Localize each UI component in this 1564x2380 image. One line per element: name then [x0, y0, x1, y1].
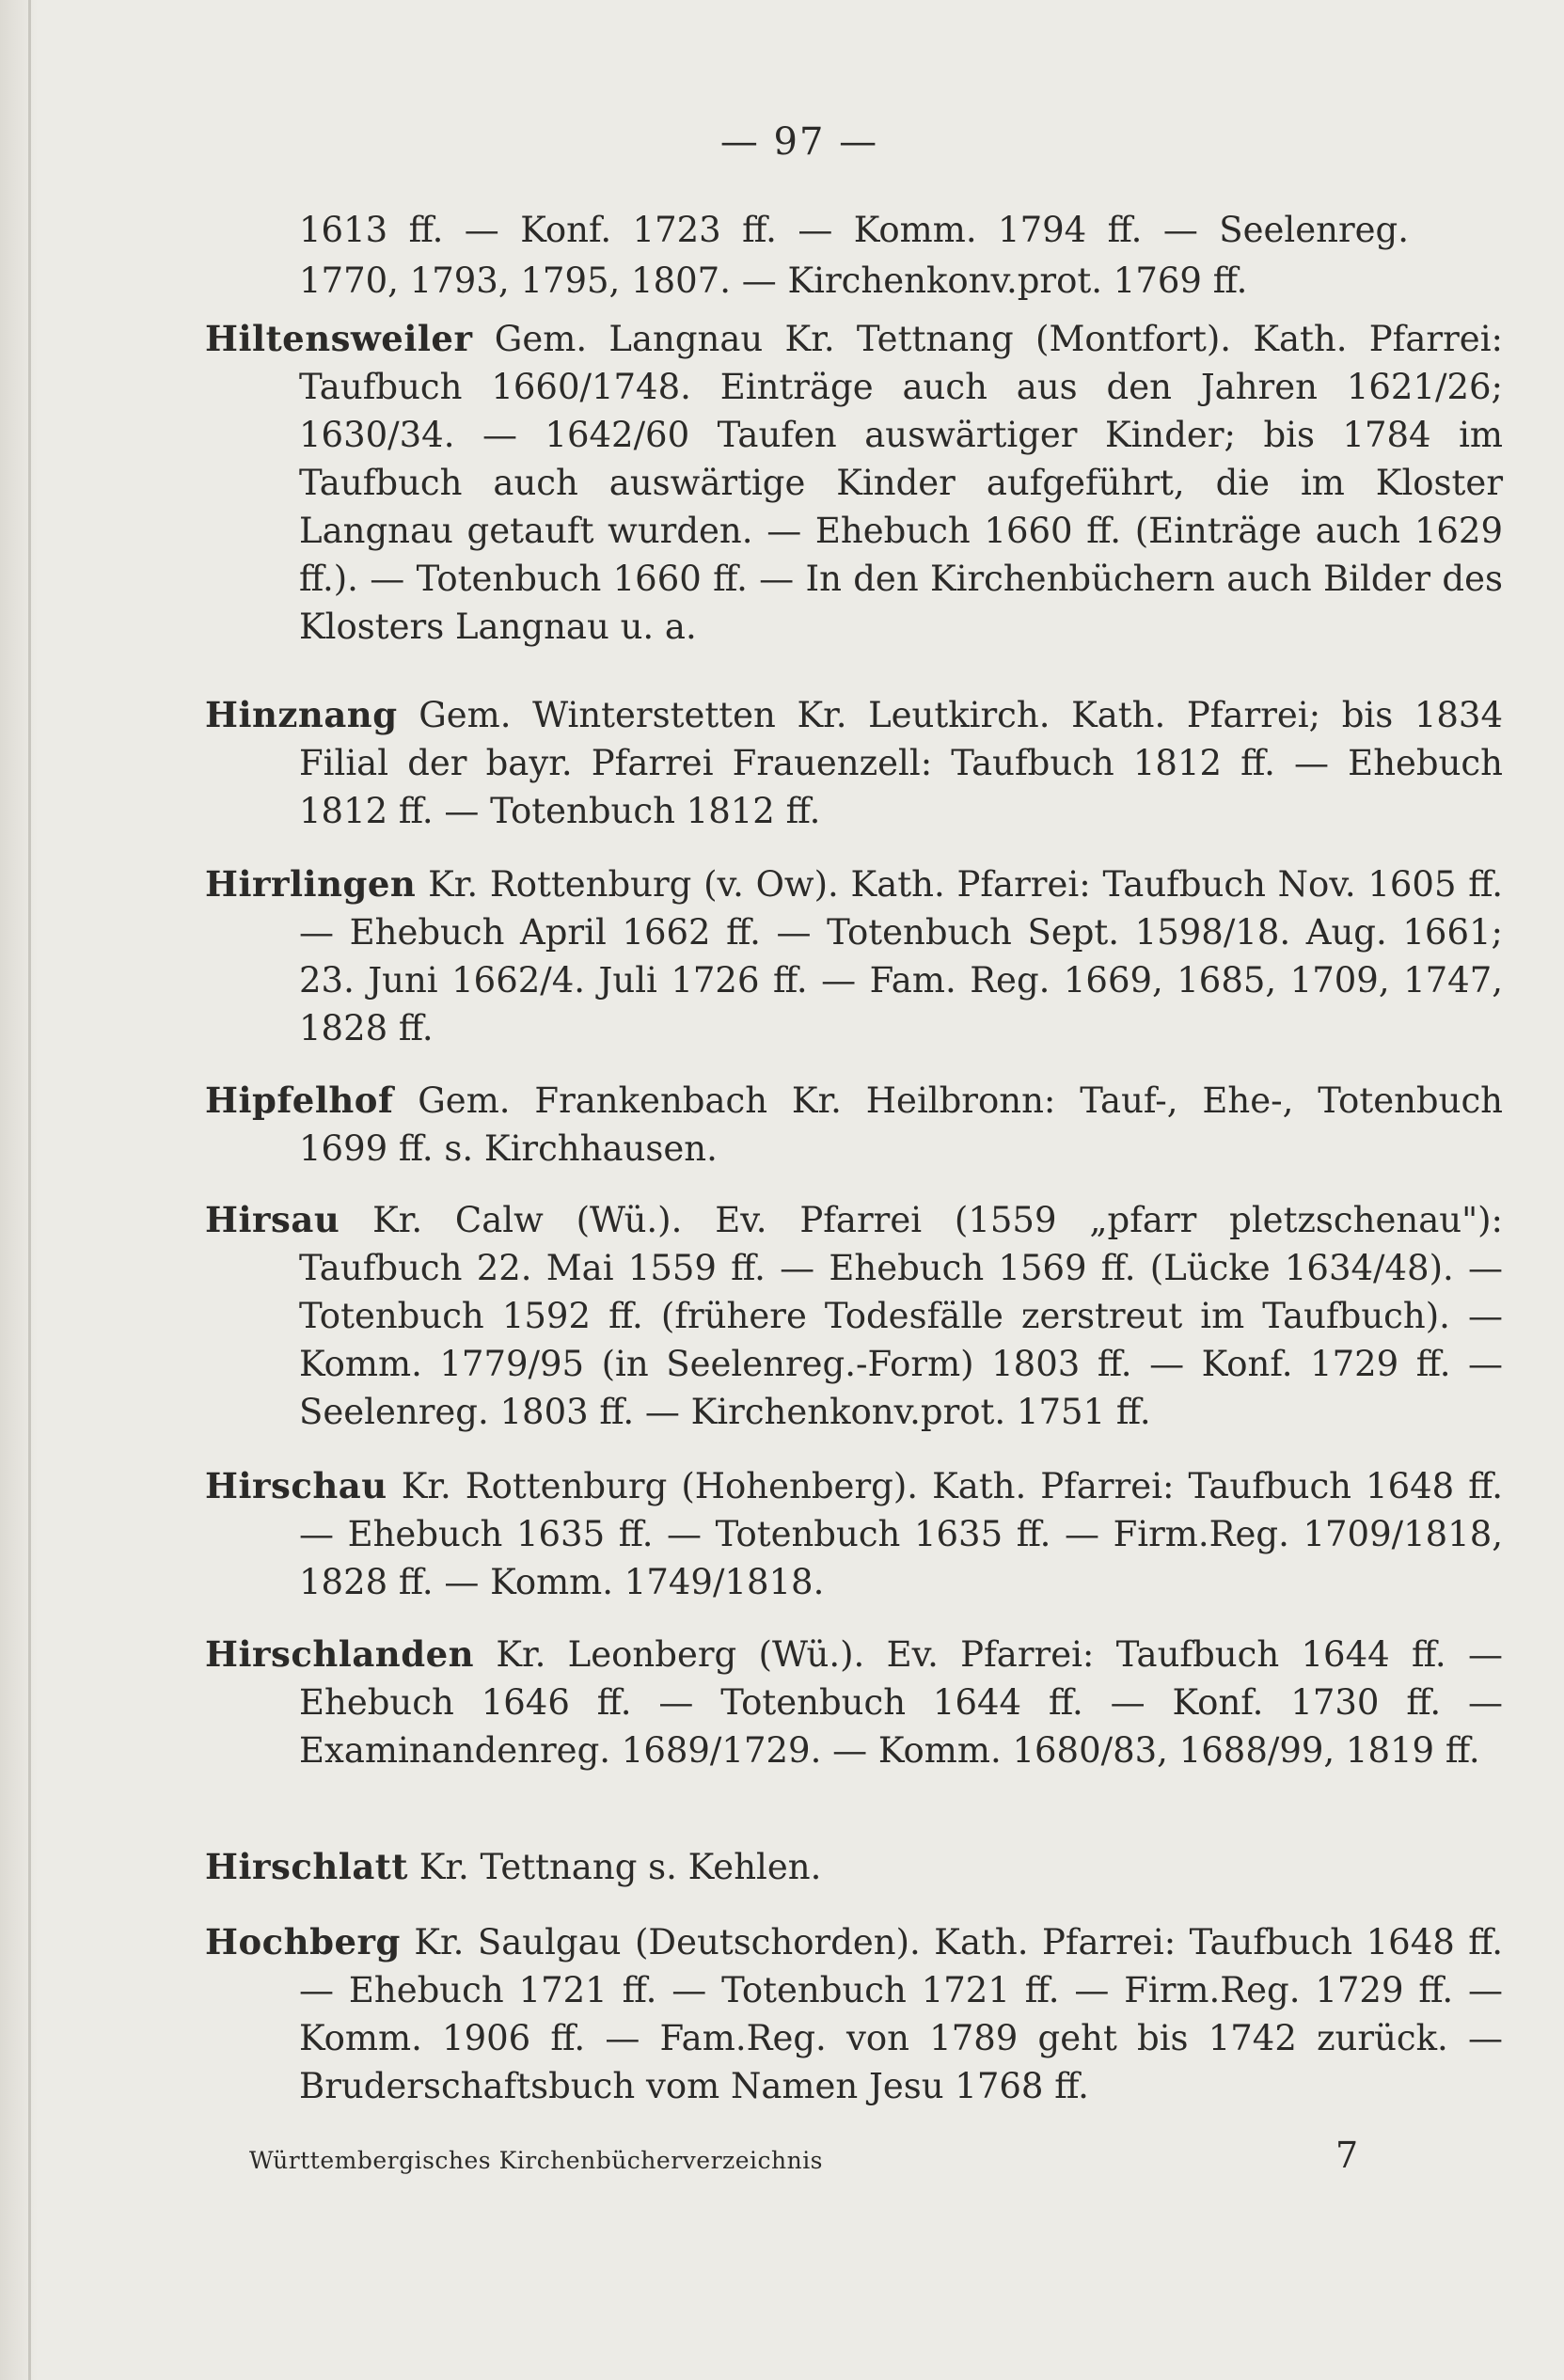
entry-lemma: Hipfelhof [205, 1080, 394, 1121]
entry-hochberg [205, 1918, 1503, 2110]
footer-title: Württembergisches Kirchenbücherverzeichnis [249, 2147, 824, 2174]
entry-text: Kr. Saulgau (Deutschorden). Kath. Pfarrei: Taufbuch 1648 ff. — Ehebuch 1721 ff. — Totenbuch 1721 ff. — Firm.Reg. 1729 ff. — Komm. 1906 ff. — Fam.Reg. von 1789 geht bis 1742 zurück. — Bruderschaftsbuch vom Namen Jesu 1768 ff. [299, 1922, 1503, 2106]
entry-hirsau [205, 1196, 1503, 1436]
entry-lemma: Hirschau [205, 1465, 387, 1506]
entry-hirrlingen [205, 860, 1503, 1052]
entry-text: Kr. Leonberg (Wü.). Ev. Pfarrei: Taufbuch 1644 ff. — Ehebuch 1646 ff. — Totenbuch 1644 ff. — Konf. 1730 ff. — Examinandenreg. 1689/1729. — Komm. 1680/83, 1688/99, 1819 ff. [299, 1634, 1504, 1771]
entry-text: Gem. Langnau Kr. Tettnang (Montfort). Kath. Pfarrei: Taufbuch 1660/1748. Einträge auch aus den Jahren 1621/26; 1630/34. — 1642/60 Taufen auswärtiger Kinder; bis 1784 im Taufbuch auch auswärtige Kinder aufgeführt, die im Kloster Langnau getauft wurden. — Ehebuch 1660 ff. (Einträge auch 1629 ff.). — Totenbuch 1660 ff. — In den Kirchenbüchern auch Bilder des Klosters Langnau u. a. [299, 319, 1504, 647]
continued-entry-text: 1613 ff. — Konf. 1723 ff. — Komm. 1794 ff. — Seelenreg. 1770, 1793, 1795, 1807. — Kirchenkonv.prot. 1769 ff. [299, 210, 1409, 301]
entry-lemma: Hirschlanden [205, 1633, 475, 1675]
entry-text: Gem. Winterstetten Kr. Leutkirch. Kath. Pfarrei; bis 1834 Filial der bayr. Pfarrei Frauenzell: Taufbuch 1812 ff. — Ehebuch 1812 ff. — Totenbuch 1812 ff. [299, 695, 1503, 831]
entry-hirschlanden [205, 1631, 1503, 1774]
entry-text: Kr. Tettnang s. Kehlen. [419, 1847, 822, 1887]
signature-mark: 7 [1335, 2135, 1359, 2176]
page-number: — 97 — [719, 120, 879, 164]
entry-hiltensweiler [205, 315, 1503, 651]
entry-hirschlatt [205, 1843, 1503, 1891]
entry-lemma: Hochberg [205, 1921, 401, 1962]
entry-text: Kr. Rottenburg (v. Ow). Kath. Pfarrei: Taufbuch Nov. 1605 ff. — Ehebuch April 1662 ff. — Totenbuch Sept. 1598/18. Aug. 1661; 23. Juni 1662/4. Juli 1726 ff. — Fam. Reg. 1669, 1685, 1709, 1747, 1828 ff. [299, 864, 1503, 1048]
entry-hirschau [205, 1462, 1503, 1606]
entry-lemma: Hirschlatt [205, 1846, 408, 1887]
entry-lemma: Hirsau [205, 1199, 340, 1240]
entry-text: Gem. Frankenbach Kr. Heilbronn: Tauf-, Ehe-, Totenbuch 1699 ff. s. Kirchhausen. [299, 1080, 1503, 1169]
entry-text: Kr. Rottenburg (Hohenberg). Kath. Pfarrei: Taufbuch 1648 ff. — Ehebuch 1635 ff. — Totenbuch 1635 ff. — Firm.Reg. 1709/1818, 1828 ff. — Komm. 1749/1818. [299, 1466, 1504, 1602]
entry-lemma: Hinznang [205, 694, 398, 735]
entry-lemma: Hiltensweiler [205, 318, 473, 359]
entry-text: Kr. Calw (Wü.). Ev. Pfarrei (1559 „pfarr pletzschenau"): Taufbuch 22. Mai 1559 ff. — Ehebuch 1569 ff. (Lücke 1634/48). — Totenbuch 1592 ff. (frühere Todesfälle zerstreut im Taufbuch). — Komm. 1779/95 (in Seelenreg.-Form) 1803 ff. — Konf. 1729 ff. — Seelenreg. 1803 ff. — Kirchenkonv.prot. 1751 ff. [299, 1200, 1503, 1432]
entry-lemma: Hirrlingen [205, 863, 417, 905]
entry-hipfelhof [205, 1077, 1503, 1173]
entry-hinznang [205, 691, 1503, 835]
